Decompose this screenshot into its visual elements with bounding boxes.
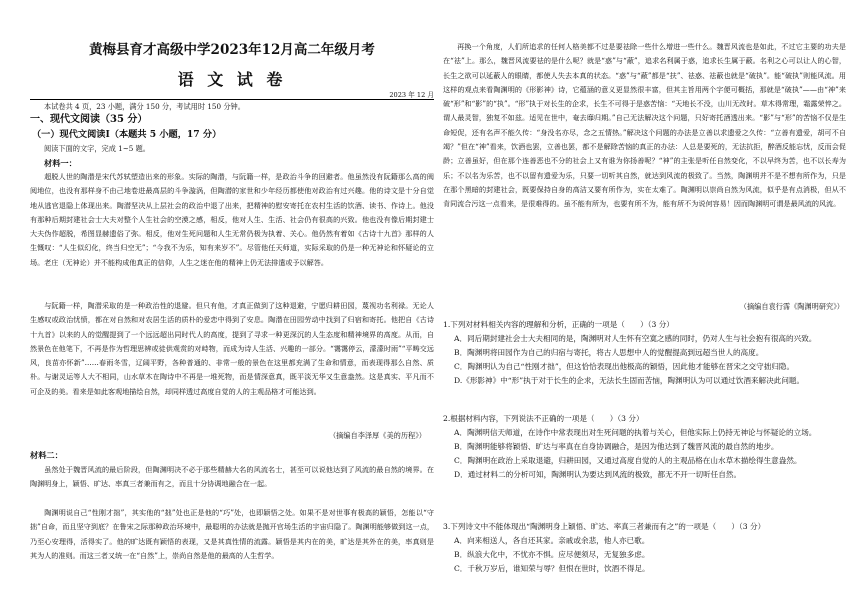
material-two-source: （摘编自袁行霈《陶渊明研究》） <box>739 302 844 311</box>
subsection-heading: （一）现代文阅读Ⅰ（本题共 5 小题，17 分） <box>32 129 222 140</box>
option-c: C．千秋万岁后，谁知荣与辱？但恨在世时，饮酒不得足。 <box>454 564 650 573</box>
option-a: A．同后期封建社会士大夫相同的是，陶渊明对人生怀有空寞之感的同时，仍对人生与社会抱有很高的兴致。 <box>454 334 817 343</box>
option-d: D．通过材料二的分析可知，陶渊明认为要达到风流的极致，都无不开一切听任自然。 <box>454 470 742 479</box>
option-b: B．陶渊明能够将颖悟、旷达与率真在自身协调融合，是因为他达到了魏晋风流的最自然的地步。 <box>454 442 779 451</box>
question-1 <box>443 318 846 388</box>
section-heading: 一、现代文阅读（35 分） <box>30 114 148 125</box>
option-c: C．陶渊明在政治上采取退避，归耕田园，又通过高度自觉的人的主观品格在山水草木描绘得生意盎然。 <box>454 456 802 465</box>
option-b: B．纵浪大化中，不忧亦不惧。应尽便须尽，无复独多虑。 <box>454 550 650 559</box>
option-b: B．陶渊明将田园作为自己的归宿与寄托，将古人思想中人的觉醒提高到远超当世人的高度。 <box>454 348 764 357</box>
exam-date: 2023 年 12 月 <box>389 91 434 99</box>
option-a: A．陶渊明信天师道，在诗作中常表现出对生死问题的执着与关心，但他实际上仍持无神论与怀疑论的立场。 <box>454 428 817 437</box>
question-stem: 3.下列诗文中不能体现出“陶渊明身上颖悟、旷达、率真三者兼而有之”的一项是（ ）（3 分） <box>443 522 766 531</box>
material-two-continued-paragraph: 再换一个角度，人们所追求的任何人格美都不过是要祛除一些什么增进一些什么。魏晋风流也是如此，不过它主要的功夫是在“祛”上。那么，魏晋风流要祛的是什么呢？就是“惑”与“蔽”，追求名利属于惑，追求长生属于蔽。名利之心可以让人的心智，长生之欲可以延蔽人的眼睛，都使人失去本真的状态。“惑”与“蔽”都是“扶”、祛惑、祛蔽也就是“破执”。能“破执”则能风流。用这样的观点来看陶渊明的《形影神》诗，它蕴涵的意义更显然很丰富，但其主旨用两个字便可概括，那就是“破执”——由“神”来破“形”和“影”的“执”。“形”执于对长生的企求，长生不可得于是惑苦恼：“天地长不没，山川无改时。草木得常理，霜露荣悴之。谓人最灵智，独复不如兹。适见在世中，奄去靡归期。”自己无法解决这个问题，只好寄托酒透出来。“影”与“形”的苦恼不仅是生命短促，还有名声不能久传：“身没名亦尽，念之五情热。”解决这个问题的办法是立善以求遗爱之久传：“立善有遗爱，胡可不自竭？”但在“神”看来，饮酒也罢，立善也罢，都不是解除苦恼的真正的办法：人总是要死的，无法抗拒，醉酒反能忘忧，反而会促龄；立善虽好，但在那个连善恶也不分的社会上又有谁为你扬善呢？“神”的主张是听任自然变化，不以早终为苦，也不以长寿为乐；不以名为乐苦，也不以留有遗爱为乐，只要一切听其自然，就达到风流的极致了。当然，陶渊明并不是不想有所作为，只是在那个黑暗的封建社会，既要保持自身的高洁又要有所作为，实在太难了。陶渊明以崇尚自然为风流，似乎是有点消极，但从不肯同流合污这一点看来，是很难得的。虽不能有所为，也要有所不为，能有所不为说何容易！因而陶渊明可谓是最风流的风流。 <box>443 42 846 209</box>
exam-info: 本试卷共 4 页，23 小题，满分 150 分，考试用时 150 分钟。 <box>44 102 245 111</box>
material-two-paragraph: 虽然处于魏晋风流的最后阶段，但陶渊明决不必于那些精赫大名的风流名士，甚至可以说他达到了风流的最自然的境界。在陶渊明身上，颖悟、旷达、率真三者兼而有之，而且十分协调地融合在一起。 <box>30 465 434 489</box>
material-two-paragraph: 陶渊明说自己“性刚才拙”，其实他的“拙”处也正是他的“巧”处，也即颖悟之处。如果不是对世事有极高的颖悟，怎能以“守拙”自命，而且坚守到底？在鲁宋之际那种政治环境中，最聪明的办法就是抛开官场生活的宇宙归隐了。陶渊明能够做到这一点，乃至心安理得，活得实了。他的旷达既有颖悟的表现，又是其真性情的流露。颖悟是其内在的美，旷达是其外在的美，率真则是其为人的准则。而这三者又统一在“自然”上，崇尚自然是他的最高的人生哲学。 <box>30 508 434 560</box>
option-c: C．陶渊明认为自己“性刚才拙”，但这恰恰表现出他极高的颖悟，因此他才能够在晋宋之交守拙归隐。 <box>454 362 795 371</box>
question-3 <box>443 520 846 576</box>
material-one-label: 材料一： <box>44 158 77 168</box>
header-divider <box>30 99 434 100</box>
material-one-source: （摘编自李泽厚《美的历程》） <box>328 431 426 440</box>
material-two-label: 材料二： <box>30 450 63 460</box>
question-stem: 2.根据材料内容，下列说法不正确的一项是（ ）（3 分） <box>443 414 644 423</box>
option-a: A．向来相送人，各自还其家。亲戚或余悲，他人亦已歌。 <box>454 536 650 545</box>
option-d: D.《形影神》中“形”执于对于长生的企求，无法长生固而苦恼，陶渊明认为可以通过饮酒来解决此问题。 <box>454 376 805 385</box>
exam-title: 黄梅县育才高级中学2023年12月高二年级月考 <box>89 42 375 58</box>
subject-title: 语 文 试 卷 <box>177 70 287 89</box>
reading-instruction: 阅读下面的文字，完成 1~5 题。 <box>44 144 150 153</box>
material-one-paragraph: 与阮籍一样，陶潜采取的是一种政治性的退避。但只有他，才真正做到了这种退避，宁愿归耕田园，蔑视功名利禄。无论人生感叹或政治忧愤，都在对自然和对农居生活的质朴的爱恋中得到了安息。陶潜在田园劳动中找到了归宿和寄托。他把自《古诗十九首》以来的人的觉醒提到了一个远远超出同时代人的高度，提到了寻求一种更深沉的人生态度和精神境界的高度。从而，自然景色在他笔下，不再是作为哲理思辨或徒供观赏的对峙物，而成为诗人生活、兴趣的一部分。“霭霭停云，濛濛时雨”“平畴交远风，良苗亦怀新”……春雨冬雪，辽阔平野，各种普通的、非常一般的景色在这里都充满了生命和情意，而表现得那么自然、质朴。与谢灵运等人大不相同，山水草木在陶诗中不再是一堆死物，而是情深意真，既平淡无华又生意盎然。这是真实、平凡而不可企及的美。看来是如此客观地描绘自然，却同样透过高度自觉的人的主观品格才可能达到。 <box>30 301 434 396</box>
material-one-paragraph: 超脱人世的陶潜是宋代苏轼塑造出来的形象。实际的陶潜，与阮籍一样，是政治斗争的回避者。他虽然没有阮籍那么高的阀阅地位，也没有那样身不由己地卷进最高层的斗争漩涡，但陶潜的家世和少年经历都使他对政治有过兴趣。他的诗文是十分自觉地从逃官退隐上体现出来。陶潜坚决从上层社会的政治中退了出来，把精神的慰安寄托在农村生活的饮酒、读书、作诗上。他没有那种后期封建社会士大夫对整个人生社会的空漠之感，相反，他对人生、生活、社会仍有很高的兴致。他也没有像后期封建士大夫伪作超脱，希图显赫遗俗了弥。相反，他对生死问题和人生无常仍极为执着、关心。他仍然有着如《古诗十九首》那样的人生慨叹：“人生似幻化，终当归空无”；“今我不为乐，知有来岁不”。尽管他任天师道，实际采取的仍是一种无神论和怀疑论的立场。老庄（无神论）并不能构成他真正的信仰，人生之迷在他的精神上仍无法排遣或予以解答。 <box>30 172 434 267</box>
question-stem: 1.下列对材料相关内容的理解和分析，正确的一项是（ ）（3 分） <box>443 320 674 329</box>
question-2 <box>443 412 846 482</box>
